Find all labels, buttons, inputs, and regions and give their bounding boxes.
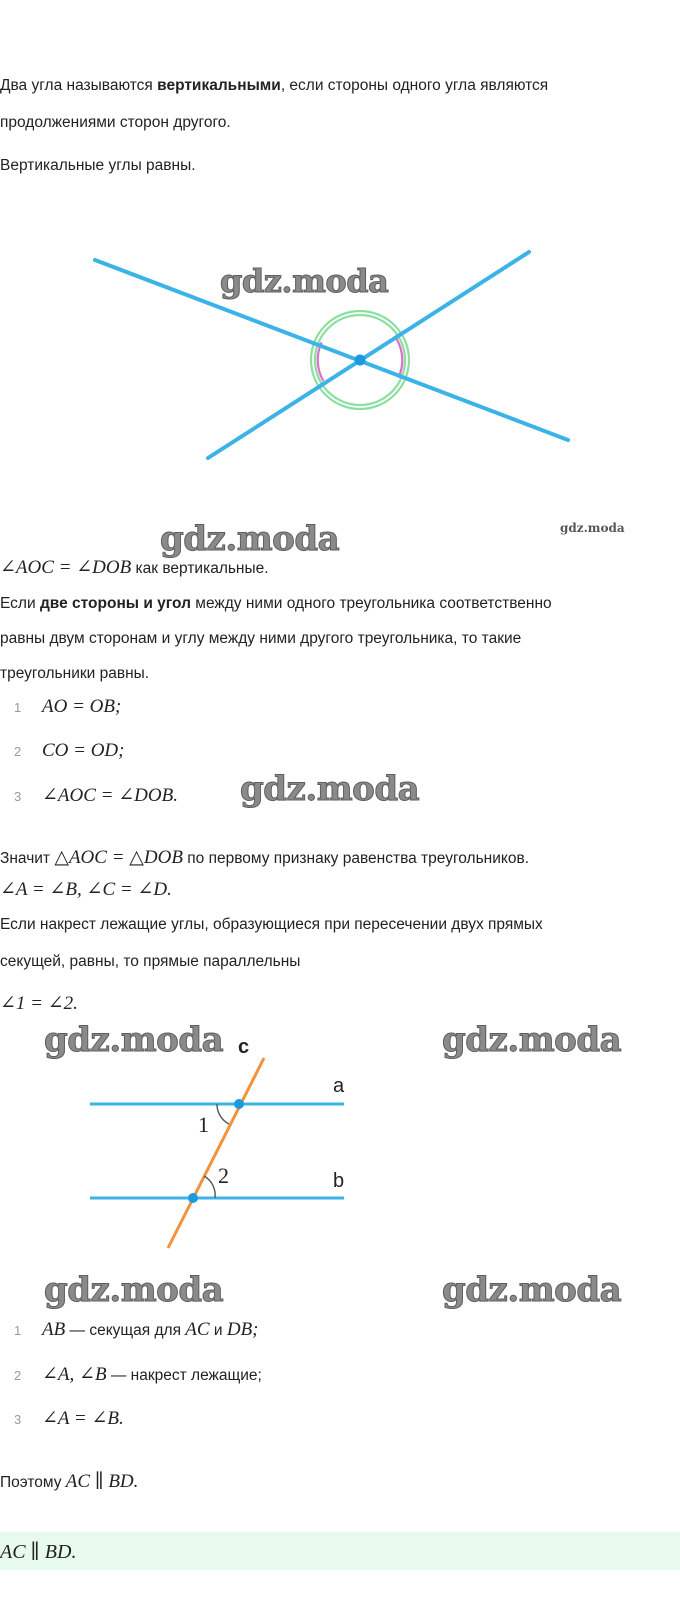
rule1-text-cont: между ними одного треугольника соответственно	[190, 595, 552, 612]
therefore-text: Поэтому	[0, 1474, 66, 1491]
vertical-angles-equal-text: Вертикальные углы равны.	[0, 157, 196, 174]
rule1-text: Если	[0, 595, 40, 612]
list-math: ∠A, ∠B	[42, 1364, 107, 1385]
definition-line-1	[0, 77, 548, 95]
angle-2-arc	[204, 1176, 215, 1198]
list-item	[0, 1407, 124, 1430]
watermark: gdz.moda	[220, 262, 389, 300]
definition-term: вертикальными	[157, 77, 281, 94]
watermark: gdz.moda	[240, 769, 420, 809]
rule2-line-1: Если накрест лежащие углы, образующиеся при пересечении двух прямых	[0, 916, 543, 933]
answer-text: AC ∥ BD.	[0, 1541, 77, 1563]
rule1-line-1	[0, 595, 552, 613]
rule2-line-2: секущей, равны, то прямые параллельны	[0, 953, 301, 970]
angles-equal-line: ∠A = ∠B, ∠C = ∠D.	[0, 879, 172, 900]
watermark-small: gdz.moda	[560, 521, 625, 535]
rule1-term: две стороны и угол	[39, 595, 191, 612]
parallel-lines-diagram	[0, 1040, 680, 1260]
conclusion-text: Значит	[0, 850, 55, 867]
list-item	[0, 740, 125, 762]
list-text: и	[209, 1322, 227, 1339]
watermark: gdz.moda	[160, 519, 340, 559]
label-angle-1: 1	[198, 1112, 209, 1137]
list-number: 2	[14, 744, 22, 759]
list-math: CO = OD;	[42, 740, 125, 761]
list-number: 1	[14, 1323, 22, 1338]
therefore-line	[0, 1470, 138, 1493]
list-math: ∠A = ∠B.	[42, 1408, 124, 1429]
rule1-line-2: равны двум сторонам и углу между ними другого треугольника, то такие	[0, 630, 522, 647]
list-text: — накрест лежащие;	[106, 1367, 262, 1384]
list-item	[0, 696, 121, 718]
list-number: 3	[14, 1412, 22, 1427]
intersection-point-b	[188, 1193, 198, 1203]
list-number: 3	[14, 789, 22, 804]
list-number: 2	[14, 1368, 22, 1383]
conclusion-math: △AOC = △DOB	[54, 847, 183, 868]
conclusion-line	[0, 846, 529, 869]
list-math: AB	[42, 1319, 66, 1340]
label-a: a	[333, 1075, 345, 1097]
rule1-line-3: треугольники равны.	[0, 665, 150, 682]
label-angle-2: 2	[218, 1163, 229, 1188]
therefore-math: AC ∥ BD.	[65, 1471, 139, 1492]
list-number: 1	[14, 700, 22, 715]
list-math: AC	[185, 1319, 210, 1340]
angle-1-2-equal: ∠1 = ∠2.	[0, 993, 78, 1014]
list-item	[0, 1319, 259, 1341]
intersection-point-o	[355, 355, 366, 366]
watermark: gdz.moda	[44, 1020, 224, 1060]
conclusion-text-cont: по первому признаку равенства треугольников.	[182, 850, 530, 867]
label-b: b	[333, 1170, 345, 1192]
definition-line-2: продолжениями сторон другого.	[0, 114, 231, 131]
secant-c	[168, 1058, 264, 1248]
answer-box	[0, 1532, 680, 1570]
list-item	[0, 784, 178, 807]
intersection-point-a	[234, 1099, 244, 1109]
definition-text: Два угла называются	[0, 77, 158, 94]
watermark: gdz.moda	[442, 1270, 622, 1310]
angle-1-arc	[217, 1104, 229, 1124]
list-text: — секущая для	[65, 1322, 186, 1339]
equation-math: ∠AOC = ∠DOB	[0, 557, 132, 578]
label-c: c	[238, 1036, 250, 1058]
list-math: ∠AOC = ∠DOB.	[42, 785, 178, 806]
list-math: DB	[226, 1319, 253, 1340]
watermark: gdz.moda	[44, 1270, 224, 1310]
definition-text-cont: , если стороны одного угла являются	[280, 77, 549, 94]
list-text: ;	[252, 1319, 259, 1340]
list-item	[0, 1363, 262, 1386]
equation-text: как вертикальные.	[131, 560, 269, 577]
watermark: gdz.moda	[442, 1020, 622, 1060]
equation-aoc-dob	[0, 556, 269, 579]
list-math: AO = OB;	[42, 696, 122, 717]
